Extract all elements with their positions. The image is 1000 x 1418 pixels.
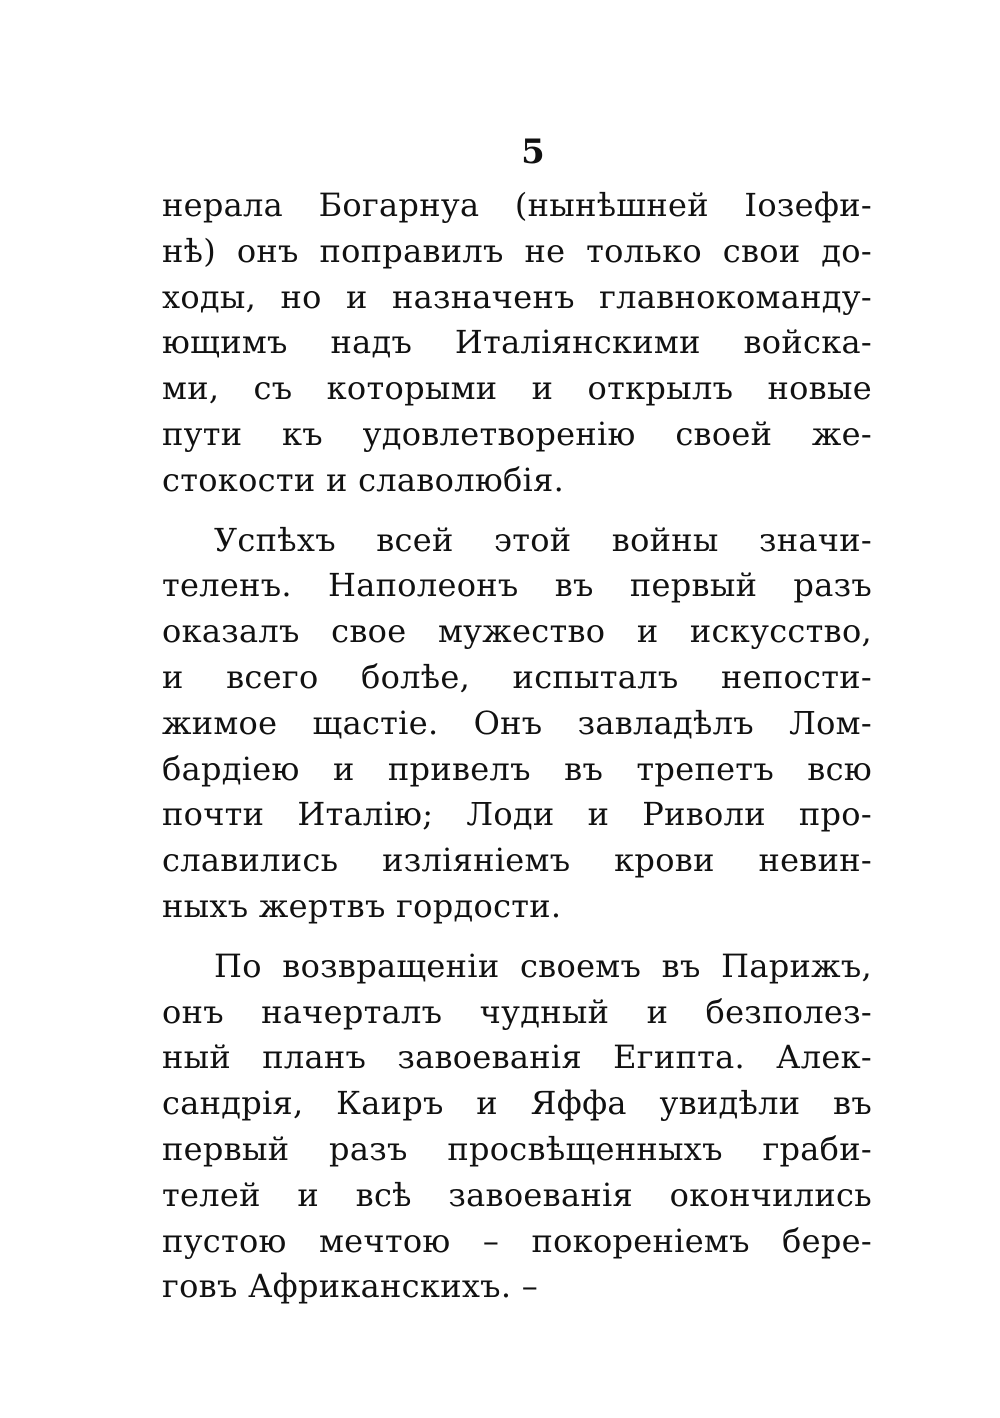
text-line: ный планъ завоеванiя Египта. Алек- xyxy=(162,1038,872,1077)
text-line: нерала Богарнуа (нынѣшней Iозефи- xyxy=(162,186,872,224)
text-line: Успѣхъ всей этой войны значи- xyxy=(214,520,872,559)
text-line: теленъ. Наполеонъ въ первый разъ xyxy=(162,566,872,605)
text-line: говъ Африканскихъ. – xyxy=(162,1267,539,1306)
text-line: жимое щастiе. Онъ завладѣлъ Лом- xyxy=(162,703,872,742)
text-line: По возвращенiи своемъ въ Парижъ, xyxy=(214,946,872,985)
text-line: нѣ) онъ поправилъ не только свои до- xyxy=(162,231,872,270)
paragraph-2 xyxy=(162,518,872,930)
text-line: пустою мечтою – покоренiемъ бере- xyxy=(162,1221,872,1260)
text-line: ющимъ надъ Италiянскими войска- xyxy=(162,323,872,362)
text-line: ныхъ жертвъ гордости. xyxy=(162,886,562,925)
page-number: 5 xyxy=(521,132,545,172)
text-line: первый разъ просвѣщенныхъ граби- xyxy=(162,1129,872,1168)
text-line: стокости и славолюбiя. xyxy=(162,460,565,499)
text-line: ходы, но и назначенъ главнокоманду- xyxy=(162,277,872,316)
text-line: славились излiянiемъ крови невин- xyxy=(162,841,872,880)
paragraph-3 xyxy=(162,944,872,1310)
text-line: и всего болѣе, испыталъ непости- xyxy=(162,657,872,696)
text-line: онъ начерталъ чудный и безполез- xyxy=(162,992,872,1031)
text-block xyxy=(162,183,872,1310)
text-line: сандрiя, Каиръ и Яффа увидѣли въ xyxy=(162,1084,872,1123)
text-line: телей и всѣ завоеванiя окончились xyxy=(162,1175,872,1214)
text-line: ми, съ которыми и открылъ новые xyxy=(162,369,872,408)
text-line: бардiею и привелъ въ трепетъ всю xyxy=(162,749,872,788)
text-line: пути къ удовлетворенiю своей же- xyxy=(162,414,872,453)
text-line: оказалъ свое мужество и искусство, xyxy=(162,612,872,651)
text-line: почти Италiю; Лоди и Риволи про- xyxy=(162,795,872,834)
paragraph-1 xyxy=(162,183,872,504)
